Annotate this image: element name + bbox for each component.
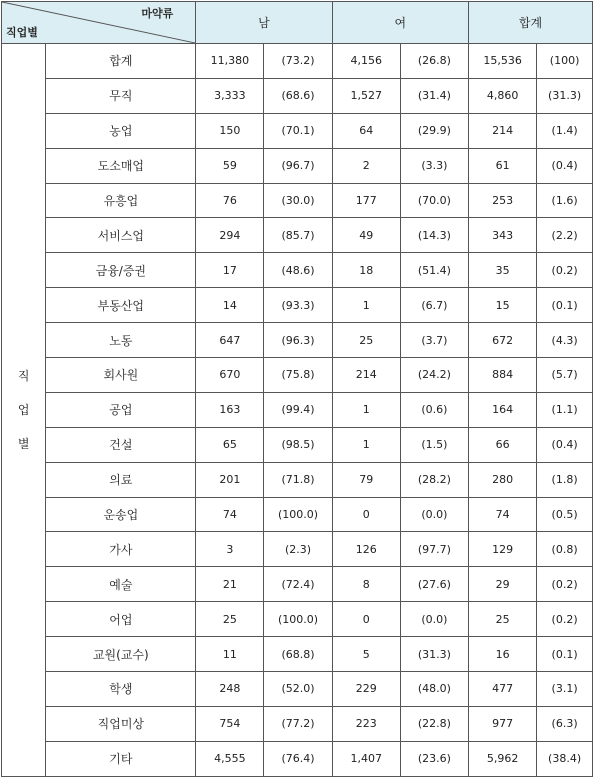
female-percent-cell: (31.4) — [400, 78, 468, 113]
male-count-cell: 65 — [196, 427, 264, 462]
female-percent-cell: (14.3) — [400, 218, 468, 253]
female-count-cell: 5 — [332, 637, 400, 672]
total-count-cell: 61 — [468, 148, 536, 183]
female-count-cell: 25 — [332, 323, 400, 358]
male-percent-cell: (68.8) — [264, 637, 332, 672]
corner-row-label: 직업별 — [6, 26, 38, 39]
male-percent-cell: (100.0) — [264, 602, 332, 637]
total-percent-cell: (0.1) — [537, 288, 593, 323]
total-count-cell: 5,962 — [468, 741, 536, 776]
male-count-cell: 11,380 — [196, 44, 264, 79]
female-percent-cell: (0.0) — [400, 602, 468, 637]
male-count-cell: 25 — [196, 602, 264, 637]
male-count-cell: 11 — [196, 637, 264, 672]
female-percent-cell: (28.2) — [400, 462, 468, 497]
category-cell: 농업 — [46, 113, 196, 148]
total-count-cell: 129 — [468, 532, 536, 567]
side-label-occupation — [2, 44, 46, 777]
female-percent-cell: (23.6) — [400, 741, 468, 776]
male-percent-cell: (96.7) — [264, 148, 332, 183]
category-cell: 회사원 — [46, 358, 196, 393]
total-percent-cell: (1.1) — [537, 392, 593, 427]
side-label-char: 별 — [17, 437, 30, 451]
corner-header-cell — [2, 2, 196, 44]
female-percent-cell: (0.0) — [400, 497, 468, 532]
total-percent-cell: (0.1) — [537, 637, 593, 672]
female-percent-cell: (26.8) — [400, 44, 468, 79]
male-percent-cell: (100.0) — [264, 497, 332, 532]
female-percent-cell: (70.0) — [400, 183, 468, 218]
total-count-cell: 253 — [468, 183, 536, 218]
category-cell: 유흥업 — [46, 183, 196, 218]
male-count-cell: 21 — [196, 567, 264, 602]
male-percent-cell: (85.7) — [264, 218, 332, 253]
total-percent-cell: (0.4) — [537, 148, 593, 183]
total-percent-cell: (5.7) — [537, 358, 593, 393]
female-count-cell: 4,156 — [332, 44, 400, 79]
table-row — [2, 741, 593, 776]
male-count-cell: 647 — [196, 323, 264, 358]
category-cell: 금융/증권 — [46, 253, 196, 288]
table-row — [2, 637, 593, 672]
female-count-cell: 126 — [332, 532, 400, 567]
female-percent-cell: (24.2) — [400, 358, 468, 393]
header-total: 합계 — [468, 2, 592, 44]
table-row — [2, 427, 593, 462]
female-count-cell: 0 — [332, 497, 400, 532]
total-percent-cell: (31.3) — [537, 78, 593, 113]
female-percent-cell: (51.4) — [400, 253, 468, 288]
male-count-cell: 74 — [196, 497, 264, 532]
table-row — [2, 672, 593, 707]
male-percent-cell: (72.4) — [264, 567, 332, 602]
table-row — [2, 567, 593, 602]
male-count-cell: 4,555 — [196, 741, 264, 776]
female-percent-cell: (3.7) — [400, 323, 468, 358]
total-count-cell: 4,860 — [468, 78, 536, 113]
total-percent-cell: (1.6) — [537, 183, 593, 218]
female-count-cell: 229 — [332, 672, 400, 707]
male-count-cell: 670 — [196, 358, 264, 393]
female-count-cell: 64 — [332, 113, 400, 148]
female-percent-cell: (22.8) — [400, 706, 468, 741]
total-count-cell: 343 — [468, 218, 536, 253]
male-count-cell: 3 — [196, 532, 264, 567]
category-cell: 무직 — [46, 78, 196, 113]
total-count-cell: 15,536 — [468, 44, 536, 79]
male-count-cell: 248 — [196, 672, 264, 707]
male-percent-cell: (73.2) — [264, 44, 332, 79]
total-percent-cell: (3.1) — [537, 672, 593, 707]
table-row — [2, 148, 593, 183]
female-percent-cell: (27.6) — [400, 567, 468, 602]
female-percent-cell: (0.6) — [400, 392, 468, 427]
male-percent-cell: (2.3) — [264, 532, 332, 567]
header-row — [2, 2, 593, 44]
occupation-stats-table — [1, 1, 593, 777]
male-count-cell: 294 — [196, 218, 264, 253]
female-count-cell: 1 — [332, 392, 400, 427]
female-count-cell: 177 — [332, 183, 400, 218]
total-count-cell: 672 — [468, 323, 536, 358]
total-count-cell: 164 — [468, 392, 536, 427]
category-cell: 도소매업 — [46, 148, 196, 183]
total-count-cell: 66 — [468, 427, 536, 462]
male-count-cell: 14 — [196, 288, 264, 323]
total-percent-cell: (0.8) — [537, 532, 593, 567]
male-count-cell: 59 — [196, 148, 264, 183]
total-percent-cell: (0.2) — [537, 602, 593, 637]
table-row — [2, 532, 593, 567]
total-count-cell: 884 — [468, 358, 536, 393]
female-count-cell: 18 — [332, 253, 400, 288]
male-percent-cell: (68.6) — [264, 78, 332, 113]
category-cell: 부동산업 — [46, 288, 196, 323]
table-row — [2, 323, 593, 358]
male-count-cell: 17 — [196, 253, 264, 288]
table-row — [2, 706, 593, 741]
category-cell: 기타 — [46, 741, 196, 776]
female-count-cell: 2 — [332, 148, 400, 183]
category-cell: 노동 — [46, 323, 196, 358]
table-row — [2, 602, 593, 637]
male-percent-cell: (77.2) — [264, 706, 332, 741]
table-row — [2, 392, 593, 427]
total-count-cell: 16 — [468, 637, 536, 672]
table-row — [2, 44, 593, 79]
total-count-cell: 25 — [468, 602, 536, 637]
category-cell: 합계 — [46, 44, 196, 79]
female-percent-cell: (97.7) — [400, 532, 468, 567]
table-row — [2, 288, 593, 323]
category-cell: 예술 — [46, 567, 196, 602]
total-percent-cell: (1.8) — [537, 462, 593, 497]
male-percent-cell: (99.4) — [264, 392, 332, 427]
total-count-cell: 35 — [468, 253, 536, 288]
total-percent-cell: (0.5) — [537, 497, 593, 532]
male-count-cell: 201 — [196, 462, 264, 497]
female-count-cell: 8 — [332, 567, 400, 602]
total-percent-cell: (0.4) — [537, 427, 593, 462]
table-row — [2, 113, 593, 148]
total-count-cell: 280 — [468, 462, 536, 497]
male-count-cell: 754 — [196, 706, 264, 741]
category-cell: 가사 — [46, 532, 196, 567]
category-cell: 교원(교수) — [46, 637, 196, 672]
female-percent-cell: (3.3) — [400, 148, 468, 183]
category-cell: 어업 — [46, 602, 196, 637]
male-percent-cell: (48.6) — [264, 253, 332, 288]
female-count-cell: 1 — [332, 427, 400, 462]
category-cell: 직업미상 — [46, 706, 196, 741]
male-percent-cell: (98.5) — [264, 427, 332, 462]
female-count-cell: 0 — [332, 602, 400, 637]
total-count-cell: 977 — [468, 706, 536, 741]
male-count-cell: 163 — [196, 392, 264, 427]
table-row — [2, 253, 593, 288]
male-percent-cell: (75.8) — [264, 358, 332, 393]
male-percent-cell: (30.0) — [264, 183, 332, 218]
table-row — [2, 462, 593, 497]
male-percent-cell: (71.8) — [264, 462, 332, 497]
category-cell: 운송업 — [46, 497, 196, 532]
category-cell: 공업 — [46, 392, 196, 427]
header-female: 여 — [332, 2, 468, 44]
total-percent-cell: (6.3) — [537, 706, 593, 741]
table-row — [2, 218, 593, 253]
female-percent-cell: (48.0) — [400, 672, 468, 707]
total-percent-cell: (0.2) — [537, 567, 593, 602]
header-male: 남 — [196, 2, 332, 44]
table-row — [2, 78, 593, 113]
male-count-cell: 3,333 — [196, 78, 264, 113]
female-count-cell: 1 — [332, 288, 400, 323]
total-percent-cell: (0.2) — [537, 253, 593, 288]
male-percent-cell: (52.0) — [264, 672, 332, 707]
total-count-cell: 477 — [468, 672, 536, 707]
side-label-char: 직 — [17, 369, 30, 383]
male-count-cell: 150 — [196, 113, 264, 148]
total-count-cell: 214 — [468, 113, 536, 148]
category-cell: 학생 — [46, 672, 196, 707]
female-count-cell: 79 — [332, 462, 400, 497]
female-percent-cell: (29.9) — [400, 113, 468, 148]
female-percent-cell: (1.5) — [400, 427, 468, 462]
male-count-cell: 76 — [196, 183, 264, 218]
total-count-cell: 74 — [468, 497, 536, 532]
female-percent-cell: (31.3) — [400, 637, 468, 672]
table-row — [2, 183, 593, 218]
female-count-cell: 214 — [332, 358, 400, 393]
table-row — [2, 497, 593, 532]
female-count-cell: 223 — [332, 706, 400, 741]
total-count-cell: 29 — [468, 567, 536, 602]
table-row — [2, 358, 593, 393]
total-percent-cell: (1.4) — [537, 113, 593, 148]
male-percent-cell: (70.1) — [264, 113, 332, 148]
female-count-cell: 1,407 — [332, 741, 400, 776]
category-cell: 서비스업 — [46, 218, 196, 253]
male-percent-cell: (76.4) — [264, 741, 332, 776]
total-percent-cell: (4.3) — [537, 323, 593, 358]
female-count-cell: 49 — [332, 218, 400, 253]
total-percent-cell: (2.2) — [537, 218, 593, 253]
male-percent-cell: (93.3) — [264, 288, 332, 323]
corner-column-label: 마약류 — [141, 7, 174, 20]
total-percent-cell: (38.4) — [537, 741, 593, 776]
total-count-cell: 15 — [468, 288, 536, 323]
category-cell: 의료 — [46, 462, 196, 497]
male-percent-cell: (96.3) — [264, 323, 332, 358]
side-label-char: 업 — [17, 403, 30, 417]
female-percent-cell: (6.7) — [400, 288, 468, 323]
category-cell: 건설 — [46, 427, 196, 462]
female-count-cell: 1,527 — [332, 78, 400, 113]
total-percent-cell: (100) — [537, 44, 593, 79]
